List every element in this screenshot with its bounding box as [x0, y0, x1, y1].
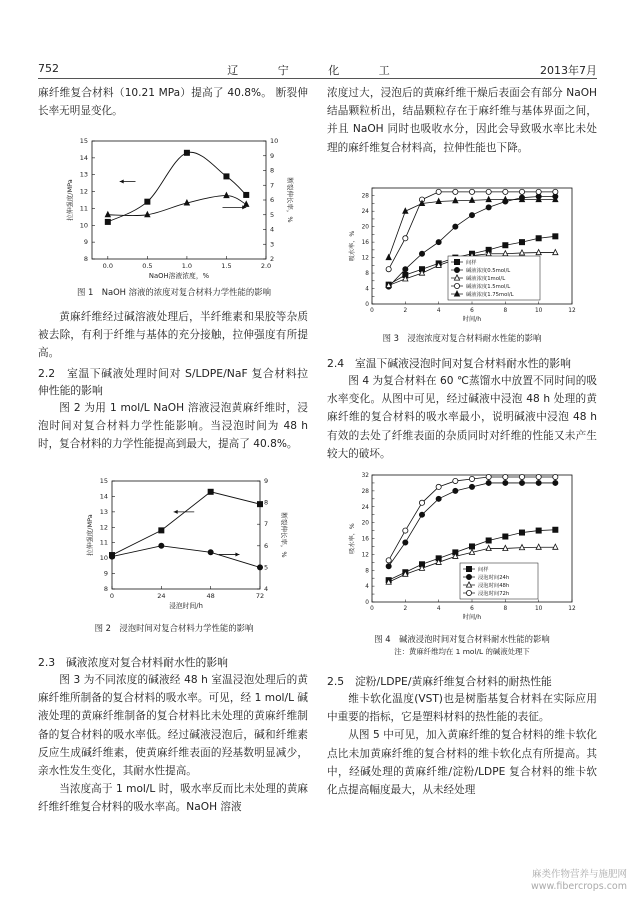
figure-2-caption: 图 2 浸泡时间对复合材料力学性能的影响	[94, 623, 254, 633]
y-tick-label: 16	[361, 536, 369, 543]
plot-frame	[112, 481, 260, 589]
y2-tick-label: 5	[264, 563, 269, 572]
data-point	[109, 554, 114, 559]
legend-label: 碱液浓度1.5mol/L	[466, 284, 511, 290]
data-point	[503, 243, 508, 248]
figure-1-caption: 图 1 NaOH 溶液的浓度对复合材料力学性能的影响	[76, 287, 272, 297]
data-point	[386, 564, 391, 569]
x-tick-label: 0.5	[142, 262, 153, 270]
legend-label: 碱液浓度1.75mol/L	[466, 292, 514, 298]
legend-marker	[454, 267, 459, 272]
data-point	[145, 199, 150, 204]
data-point	[386, 267, 391, 272]
data-point	[453, 198, 458, 203]
issue-date: 2013年7月	[540, 64, 597, 77]
data-point	[553, 474, 558, 479]
data-point	[536, 480, 541, 485]
data-point	[553, 189, 558, 194]
data-point	[503, 480, 508, 485]
data-point	[208, 550, 213, 555]
data-point	[503, 545, 508, 550]
y-tick-label: 10	[79, 221, 88, 230]
data-point	[184, 150, 189, 155]
data-point	[553, 527, 558, 532]
data-point	[436, 189, 441, 194]
data-point	[436, 484, 441, 489]
data-point	[419, 512, 424, 517]
x-tick-label: 2.0	[260, 262, 272, 270]
running-header	[38, 62, 597, 79]
x-tick-label: 0	[370, 606, 374, 612]
x-tick-label: 10	[534, 308, 543, 314]
data-point	[486, 189, 491, 194]
data-point	[244, 201, 249, 206]
x-tick-label: 0	[109, 592, 115, 600]
data-point	[536, 544, 541, 549]
section-heading-2-2: 2.2 室温下碱液处理时间对 S/LDPE/NaF 复合材料拉伸性能的影响	[38, 366, 308, 397]
arrow-head	[120, 179, 124, 183]
y-tick-label: 0	[365, 600, 369, 606]
x-axis-label: NaOH溶液浓度，%	[148, 272, 210, 280]
watermark-line-1: 麻类作物营养与施肥网	[531, 869, 627, 880]
y-tick-label: 11	[99, 538, 108, 547]
y-tick-label: 14	[99, 492, 108, 501]
x-tick-label: 0.0	[102, 262, 113, 270]
y-tick-label: 8	[365, 271, 369, 278]
data-point	[536, 236, 541, 241]
y-tick-label: 15	[99, 477, 108, 485]
data-point	[453, 478, 458, 483]
arrow-head	[174, 510, 178, 514]
data-point	[159, 543, 164, 548]
data-point	[486, 474, 491, 479]
data-point	[386, 558, 391, 563]
y-tick-label: 13	[79, 170, 88, 179]
y2-tick-label: 9	[270, 151, 275, 160]
paragraph: 图 3 为不同浓度的碱液经 48 h 室温浸泡处理后的黄麻纤维所制备的复合材料的吸水率。可见，经 1 mol/L 碱液处理的黄麻纤维制备的复合材料比未处理的黄麻纤维制备的复合材料的吸水率低。经过碱液浸泡后，碱和纤维素反应生成碱纤维素，使黄麻纤维表面的羟基数明显减少，亲水性发生变化，其耐水性提高。	[38, 674, 308, 778]
data-point	[469, 212, 474, 217]
y2-tick-label: 8	[270, 166, 275, 175]
legend-label: 浸泡时间24h	[478, 575, 510, 581]
data-point	[469, 189, 474, 194]
data-point	[519, 530, 524, 535]
data-point	[519, 480, 524, 485]
y2-tick-label: 9	[264, 477, 269, 485]
x-tick-label: 24	[157, 592, 166, 600]
y2-tick-label: 5	[270, 210, 275, 219]
y2-tick-label: 6	[270, 196, 275, 204]
x-axis-label: 浸泡时间/h	[169, 602, 203, 610]
left-top-text	[38, 84, 308, 120]
data-point	[403, 267, 408, 272]
data-point	[553, 544, 558, 549]
data-point	[519, 545, 524, 550]
data-point	[486, 205, 491, 210]
data-point	[469, 476, 474, 481]
data-point	[469, 484, 474, 489]
left-mid-text	[38, 308, 308, 453]
x-tick-label: 4	[436, 308, 441, 314]
x-tick-label: 10	[534, 606, 543, 612]
x-tick-label: 8	[503, 606, 508, 612]
y-tick-label: 14	[79, 153, 88, 162]
figure-4-caption: 图 4 碱液浸泡时间对复合材料耐水性能的影响	[374, 634, 550, 644]
y2-tick-label: 7	[264, 520, 269, 529]
legend-marker	[454, 259, 459, 264]
paragraph: 麻纤维复合材料（10.21 MPa）提高了 40.8%。 断裂伸长率无明显变化。	[38, 87, 308, 118]
figure-1-chart	[40, 135, 310, 285]
figure-3-chart	[340, 180, 590, 335]
data-point	[503, 474, 508, 479]
legend-label: 浸泡时间72h	[478, 591, 510, 597]
y-tick-label: 0	[365, 302, 369, 308]
data-point	[553, 480, 558, 485]
paragraph: 图 4 为复合材料在 60 ℃蒸馏水中放置不同时间的吸水率变化。从图中可见，经过碱液中浸泡 48 h 处理的黄麻纤维的复合材料的吸水率最小，说明碱液中浸泡 48 h 有效的去处了纤维表面的杂质同时对纤维的性能又未产生较大的破坏。	[327, 375, 597, 460]
legend-marker	[454, 283, 459, 288]
y-tick-label: 24	[361, 504, 369, 511]
data-point	[486, 538, 491, 543]
y-tick-label: 9	[83, 238, 88, 247]
figure-2-chart	[40, 475, 310, 615]
data-point	[453, 189, 458, 194]
y-tick-label: 8	[365, 568, 369, 575]
series-line	[108, 196, 246, 216]
y2-axis-label: 断裂伸长率，%	[280, 512, 288, 558]
y-tick-label: 11	[79, 204, 88, 213]
figure-4-chart	[340, 465, 590, 630]
data-point	[519, 474, 524, 479]
y2-axis-label: 断裂伸长率，%	[286, 177, 294, 223]
x-tick-label: 2	[403, 308, 408, 314]
y-tick-label: 12	[79, 187, 88, 196]
y2-tick-label: 7	[270, 181, 275, 190]
data-point	[553, 249, 558, 254]
x-tick-label: 2	[403, 606, 408, 612]
y2-tick-label: 4	[264, 585, 269, 593]
data-point	[257, 502, 262, 507]
x-tick-label: 48	[206, 592, 215, 600]
data-point	[224, 174, 229, 179]
x-tick-label: 6	[470, 308, 474, 314]
data-point	[503, 197, 508, 202]
series-line	[389, 200, 556, 258]
y-tick-label: 12	[361, 255, 369, 262]
y-tick-label: 10	[99, 554, 108, 563]
data-point	[469, 197, 474, 202]
data-point	[159, 528, 164, 533]
data-point	[486, 545, 491, 550]
data-point	[386, 255, 391, 260]
y-tick-label: 8	[103, 585, 108, 593]
x-tick-label: 1.5	[221, 262, 232, 270]
data-point	[419, 251, 424, 256]
data-point	[553, 234, 558, 239]
data-point	[486, 197, 491, 202]
section-heading-2-5: 2.5 淀粉/LDPE/黄麻纤维复合材料的耐热性能	[327, 675, 552, 688]
x-tick-label: 4	[436, 606, 441, 612]
legend-label: 浸泡时间48h	[478, 583, 510, 589]
data-point	[453, 488, 458, 493]
paragraph: 维卡软化温度(VST)也是树脂基复合材料在实际应用中重要的指标，它是塑料材料的热性能的表征。	[327, 693, 597, 724]
page-number: 752	[38, 62, 59, 75]
data-point	[403, 528, 408, 533]
legend-label: 间样	[466, 260, 477, 266]
data-point	[453, 224, 458, 229]
paragraph: 从图 5 中可见，加入黄麻纤维的复合材料的维卡软化点比未加黄麻纤维的复合材料的维卡软化点有所提高。其中，经碱处理的黄麻纤维/淀粉/LDPE 复合材料的维卡软化点提高幅度最大，从未经处理	[327, 729, 597, 797]
y-axis-label: 拉伸强度/MPa	[66, 179, 74, 221]
data-point	[224, 192, 229, 197]
data-point	[403, 236, 408, 241]
x-tick-label: 8	[503, 308, 508, 314]
data-point	[436, 198, 441, 203]
data-point	[486, 480, 491, 485]
legend-marker	[466, 574, 471, 579]
journal-title: 辽 宁 化 工	[227, 64, 408, 77]
series-line	[112, 546, 260, 568]
data-point	[105, 219, 110, 224]
x-tick-label: 1.0	[181, 262, 193, 270]
data-point	[403, 540, 408, 545]
y-tick-label: 15	[79, 137, 88, 145]
legend-label: 间样	[478, 567, 489, 573]
watermark-line-2: www.fibercrops.com	[530, 881, 627, 892]
paragraph: 当浓度高于 1 mol/L 时，吸水率反而比未处理的黄麻纤维纤维复合材料的吸水率高。NaOH 溶液	[38, 783, 308, 814]
x-axis-label: 时间/h	[462, 316, 482, 323]
data-point	[536, 249, 541, 254]
y-tick-label: 12	[99, 523, 108, 532]
legend-label: 碱液浓度0.5mol/L	[466, 268, 511, 274]
y-tick-label: 4	[365, 584, 369, 591]
paragraph: 图 2 为用 1 mol/L NaOH 溶液浸泡黄麻纤维时，浸泡时间对复合材料力学性能影响。当浸泡时间为 48 h 时，复合材料的力学性能提高到最大，提高了 40.8%。	[38, 401, 308, 451]
x-tick-label: 0	[370, 308, 374, 314]
y2-tick-label: 8	[264, 498, 269, 507]
data-point	[536, 528, 541, 533]
y-tick-label: 28	[361, 193, 369, 200]
data-point	[469, 544, 474, 549]
section-heading-2-4: 2.4 室温下碱液浸泡时间对复合材料耐水性的影响	[327, 357, 571, 370]
y-tick-label: 16	[361, 240, 369, 247]
legend-marker	[466, 566, 471, 571]
y-tick-label: 13	[99, 507, 108, 516]
arrow-head	[235, 552, 239, 556]
paragraph: 黄麻纤维经过碱溶液处理后，半纤维素和果胶等杂质被去除，有利于纤维与基体的充分接触，拉伸强度有所提高。	[38, 311, 308, 360]
legend-marker	[466, 590, 471, 595]
y-tick-label: 32	[361, 473, 369, 479]
y-tick-label: 9	[103, 569, 108, 578]
y2-tick-label: 6	[264, 541, 269, 550]
y-tick-label: 4	[365, 286, 369, 293]
x-tick-label: 12	[568, 606, 576, 612]
right-mid-text	[327, 355, 597, 463]
y2-tick-label: 2	[270, 255, 275, 263]
data-point	[419, 500, 424, 505]
data-point	[503, 534, 508, 539]
data-point	[536, 474, 541, 479]
y2-tick-label: 10	[270, 137, 279, 145]
figure-3-caption: 图 3 浸泡浓度对复合材料耐水性能的影响	[382, 333, 542, 343]
x-tick-label: 12	[568, 308, 576, 314]
section-heading-2-3: 2.3 碱液浓度对复合材料耐水性的影响	[38, 656, 228, 669]
y-axis-label: 吸水率，%	[349, 230, 356, 262]
right-bottom-text	[327, 673, 597, 799]
data-point	[257, 565, 262, 570]
left-bottom-text	[38, 654, 308, 817]
x-tick-label: 6	[470, 606, 474, 612]
data-point	[105, 212, 110, 217]
y2-tick-label: 3	[270, 240, 275, 249]
x-axis-label: 时间/h	[462, 614, 482, 621]
watermark	[531, 869, 627, 893]
data-point	[436, 496, 441, 501]
data-point	[244, 192, 249, 197]
y-tick-label: 24	[361, 209, 369, 216]
data-point	[519, 240, 524, 245]
data-point	[503, 189, 508, 194]
data-point	[208, 489, 213, 494]
y-tick-label: 20	[361, 224, 369, 231]
data-point	[519, 189, 524, 194]
right-top-text	[327, 84, 597, 157]
y2-tick-label: 4	[270, 225, 275, 234]
y-tick-label: 12	[361, 552, 369, 559]
series-line	[108, 152, 246, 222]
data-point	[519, 250, 524, 255]
legend-label: 碱液浓度1mol/L	[466, 276, 506, 282]
figure-4-note: 注：黄麻纤维均在 1 mol/L 的碱液处理下	[394, 647, 530, 656]
data-point	[503, 251, 508, 256]
y-tick-label: 28	[361, 488, 369, 495]
y-axis-label: 吸水率，%	[349, 523, 356, 554]
y-axis-label: 拉伸强度/MPa	[86, 514, 94, 556]
data-point	[536, 189, 541, 194]
data-point	[436, 240, 441, 245]
paragraph: 浓度过大，浸泡后的黄麻纤维干燥后表面会有部分 NaOH 结晶颗粒析出，结晶颗粒存在于麻纤维与基体界面之间，并且 NaOH 同时也吸收水分，因此会导致吸水率比未处理的麻纤维复合材料高，拉伸性能也下降。	[327, 87, 597, 154]
x-tick-label: 72	[255, 592, 265, 600]
y-tick-label: 8	[83, 255, 88, 263]
series-line	[112, 492, 260, 555]
y-tick-label: 20	[361, 520, 369, 527]
